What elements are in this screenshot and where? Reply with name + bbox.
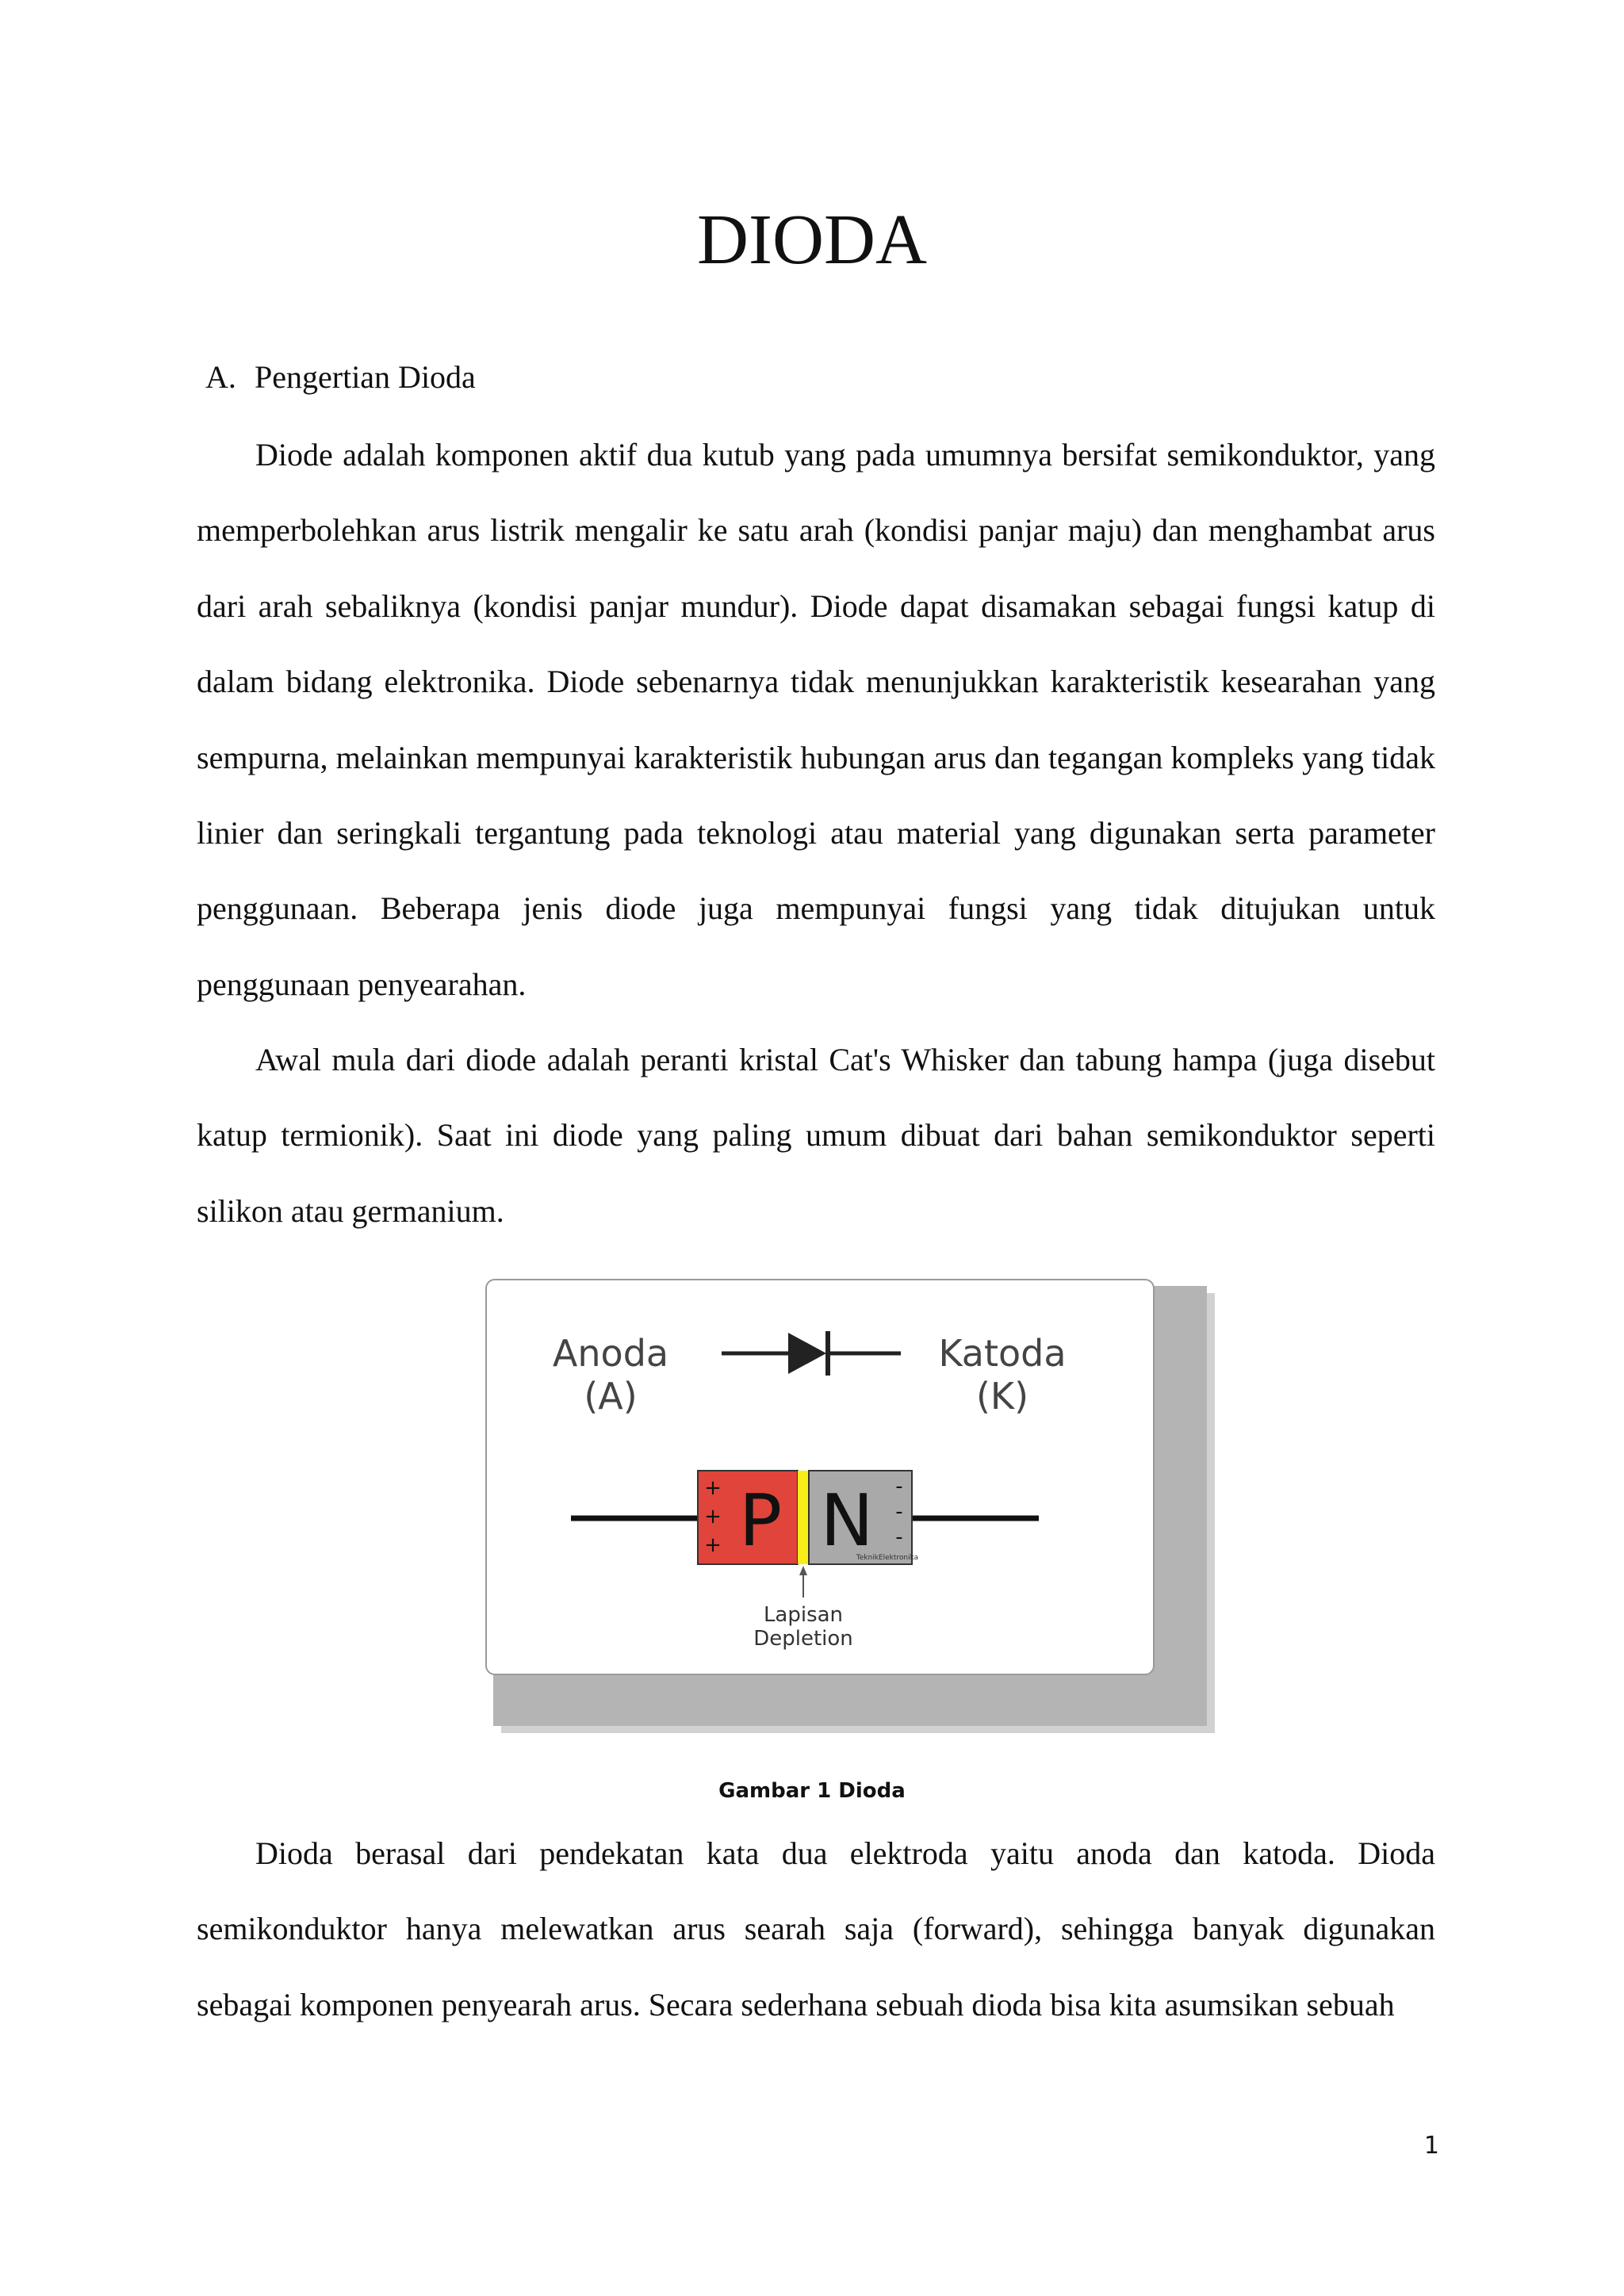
n-charge-2: -: [895, 1500, 903, 1524]
section-number: A.: [205, 359, 236, 395]
paragraph-definition: Diode adalah komponen aktif dua kutub yang pada umumnya bersifat semikonduktor, yang memperbolehkan arus listrik mengalir ke satu arah (kondisi panjar maju) dan menghambat arus dari arah sebaliknya (kondisi panjar mundur). Diode dapat disamakan sebagai fungsi katup di dalam bidang elektronika. Diode sebenarnya tidak menunjukkan karakteristik kesearahan yang sempurna, melainkan mempunyai karakteristik hubungan arus dan tegangan kompleks yang tidak linier dan seringkali tergantung pada teknologi atau material yang digunakan serta parameter penggunaan. Beberapa jenis diode juga mempunyai fungsi yang tidak ditujukan untuk penggunaan penyearahan.: [197, 437, 1435, 1002]
p-charge-1: +: [704, 1476, 722, 1500]
n-label: N: [820, 1479, 874, 1563]
p-charge-2: +: [704, 1505, 722, 1529]
section-heading-text: Pengertian Dioda: [255, 359, 476, 395]
n-charge-3: -: [895, 1525, 903, 1549]
paragraph-history: Awal mula dari diode adalah peranti kristal Cat's Whisker dan tabung hampa (juga disebut katup termionik). Saat ini diode yang paling umum dibuat dari bahan semikonduktor seperti silikon atau germanium.: [197, 1042, 1435, 1229]
diode-figure: [485, 1279, 1215, 1739]
document-title: DIODA: [697, 201, 927, 279]
watermark-text: TeknikElektronika: [856, 1554, 919, 1562]
figure-card: [485, 1279, 1155, 1675]
figure-caption: Gambar 1 Dioda: [718, 1779, 906, 1803]
diode-symbol-icon: [722, 1331, 901, 1376]
cathode-label: Katoda: [938, 1332, 1067, 1375]
depletion-label-line1: Lapisan: [763, 1603, 844, 1627]
depletion-layer: [798, 1471, 809, 1564]
p-label: P: [738, 1479, 783, 1563]
page-number: 1: [1423, 2132, 1439, 2160]
anode-symbol: (A): [584, 1375, 638, 1418]
diode-diagram: [487, 1280, 1153, 1674]
paragraph-electrodes: Dioda berasal dari pendekatan kata dua elektroda yaitu anoda dan katoda. Dioda semikonduktor hanya melewatkan arus searah saja (forward), sehingga banyak digunakan sebagai komponen penyearah arus. Secara sederhana sebuah dioda bisa kita asumsikan sebuah: [197, 1835, 1435, 2022]
section-heading: [205, 355, 476, 400]
anode-label: Anoda: [552, 1332, 669, 1375]
p-charge-3: +: [704, 1533, 722, 1557]
cathode-symbol: (K): [975, 1375, 1029, 1418]
depletion-arrow-icon: [799, 1566, 807, 1575]
n-charge-1: -: [895, 1475, 903, 1498]
depletion-label-line2: Depletion: [753, 1627, 853, 1651]
